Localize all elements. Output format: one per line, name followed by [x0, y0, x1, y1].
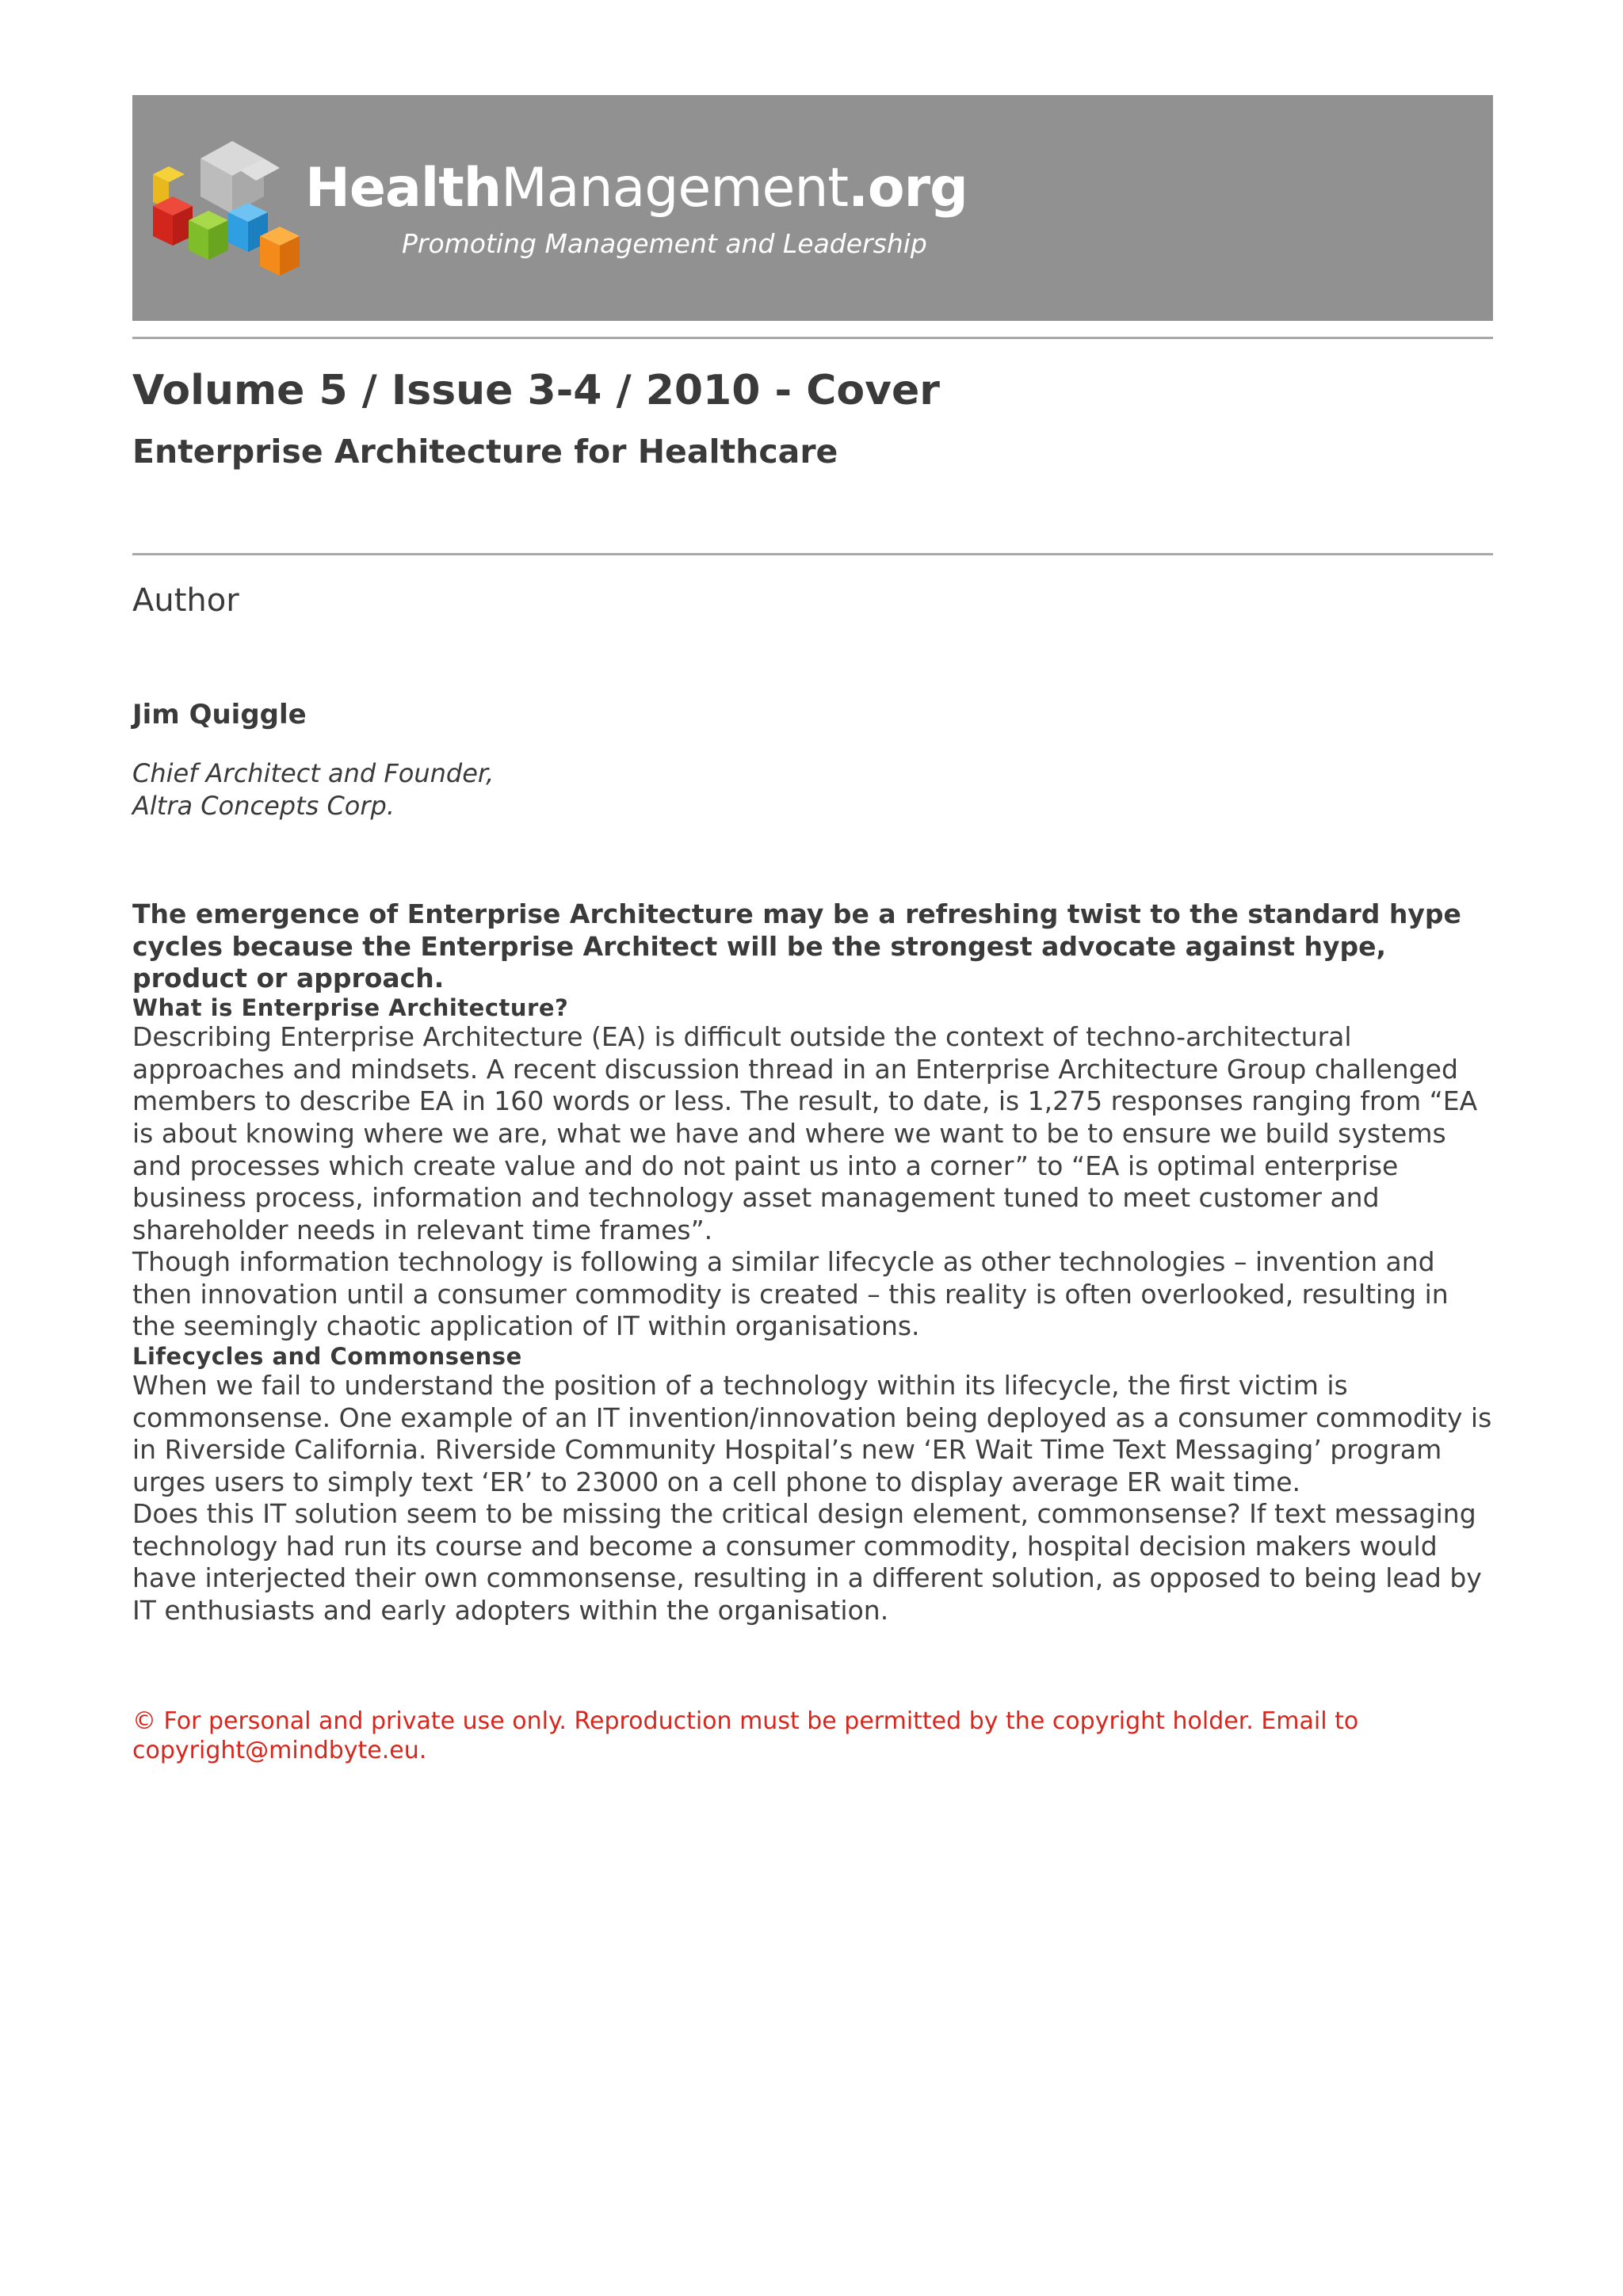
article-title: Enterprise Architecture for Healthcare [132, 433, 838, 471]
author-role-line1: Chief Architect and Founder, [132, 757, 495, 788]
copyright-notice: © For personal and private use only. Reproduction must be permitted by the copyright holder. Email to copyright@mindbyte.eu. [132, 1707, 1359, 1765]
paragraph-2: Though information technology is following a similar lifecycle as other technologies – invention and then innovation until a consumer commodity is created – this reality is often overlooked, resulting in the seemingly chaotic application of IT within organisations. [132, 1246, 1449, 1342]
divider-top [132, 337, 1493, 339]
site-banner [132, 95, 1493, 321]
author-role [132, 757, 1493, 822]
paragraph-4: Does this IT solution seem to be missing the critical design element, commonsense? If text messaging technology had run its course and become a consumer commodity, hospital decision makers would have interjected their own commonsense, resulting in a different solution, as opposed to being lead by IT enthusiasts and early adopters within the organisation. [132, 1498, 1482, 1627]
divider-mid [132, 553, 1493, 555]
paragraph-3: When we fail to understand the position of a technology within its lifecycle, the first victim is commonsense. One example of an IT invention/innovation being deployed as a consumer commodity is in Riverside California. Riverside Community Hospital’s new ‘ER Wait Time Text Messaging’ program urges users to simply text ‘ER’ to 23000 on a cell phone to display average ER wait time. [132, 1370, 1492, 1497]
brand-wordmark [305, 157, 968, 219]
author-heading: Author [132, 582, 239, 619]
author-name: Jim Quiggle [132, 698, 307, 730]
brand-tagline: Promoting Management and Leadership [402, 228, 927, 259]
brand-bold-text: Health [305, 157, 502, 219]
paragraph-1: Describing Enterprise Architecture (EA) is difficult outside the context of techno-architectural approaches and mindsets. A recent discussion thread in an Enterprise Architecture Group challenged members to describe EA in 160 words or less. The result, to date, is 1,275 responses ranging from “EA is about knowing where we are, what we have and where we want to be to ensure we build systems and processes which create value and do not paint us into a corner” to “EA is optimal enterprise business process, information and technology asset management tuned to meet customer and shareholder needs in relevant time frames”. [132, 1021, 1478, 1245]
section-heading-lifecycles: Lifecycles and Commonsense [132, 1343, 522, 1371]
brand-suffix-text: .org [848, 157, 968, 219]
section-heading-what-is-ea: What is Enterprise Architecture? [132, 994, 569, 1022]
author-role-line2: Altra Concepts Corp. [132, 790, 395, 821]
article-lead: The emergence of Enterprise Architecture may be a refreshing twist to the standard hype cycles because the Enterprise Architect will be the strongest advocate against hype, product or approach. [132, 898, 1461, 994]
document-page [132, 95, 1493, 1766]
issue-title: Volume 5 / Issue 3-4 / 2010 - Cover [132, 367, 940, 414]
brand-regular-text: Management [501, 157, 849, 219]
colored-cubes-logo-icon [153, 127, 319, 285]
